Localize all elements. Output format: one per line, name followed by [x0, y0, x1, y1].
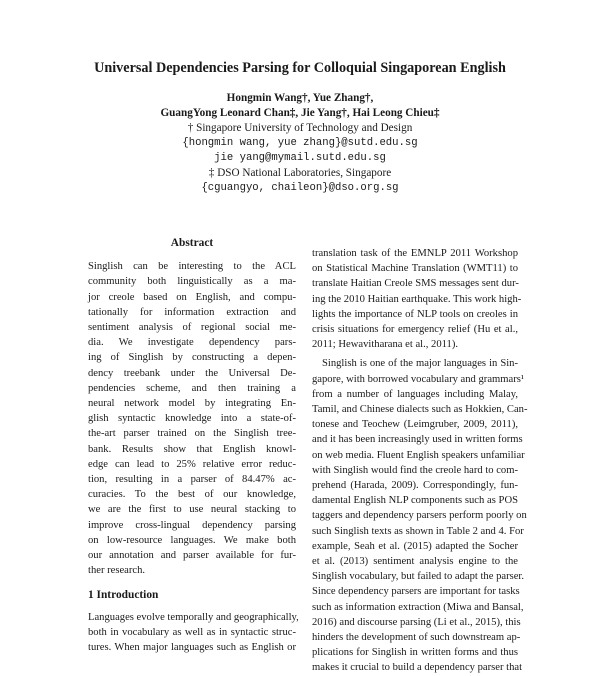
abstract-line: the-art parser trained on the Singlish tree-: [88, 428, 296, 440]
author-line-1: Hongmin Wang†, Yue Zhang†,: [226, 92, 374, 104]
body-line: prehend (Harada, 2009). Correspondingly, fun-: [312, 480, 518, 492]
introduction-heading: 1 Introduction: [88, 589, 159, 602]
abstract-line: sentiment analysis of regional social me-: [88, 322, 296, 334]
body-line: crisis situations for emergency relief (Hu et al.,: [312, 324, 518, 336]
abstract-line: Singlish can be interesting to the ACL: [88, 261, 296, 273]
affiliation-1: † Singapore University of Technology and Design: [187, 122, 413, 134]
body-line: and it has been increasingly used in written forms: [312, 434, 523, 446]
body-line: such as information extraction (Miwa and Bansal,: [312, 601, 524, 613]
abstract-line: ther research.: [88, 565, 146, 577]
body-line: Singlish is one of the major languages in Sin-: [322, 358, 518, 370]
body-line: plications for Singlish in written forms and thus: [312, 647, 518, 659]
abstract-line: dia. We investigate dependency pars-: [88, 337, 296, 349]
body-line: 2016) and discourse parsing (Li et al., 2015), this: [312, 616, 521, 628]
email-line-3: {cguangyo, chaileon}@dso.org.sg: [201, 182, 399, 194]
body-line: et al. (2013) sentiment analysis engine to the: [312, 556, 518, 568]
body-line: such Singlish texts as shown in Table 2 and 4. For: [312, 525, 524, 537]
body-line: Since dependency parsers are important for tasks: [312, 586, 520, 598]
abstract-line: neural network model by integrating En-: [88, 398, 296, 410]
body-line: translate Haitian Creole SMS messages sent dur-: [312, 278, 519, 290]
abstract-line: on low-resource languages. We make both: [88, 534, 296, 546]
body-line: on Statistical Machine Translation (WMT11) to: [312, 263, 518, 275]
author-block: [0, 91, 600, 196]
abstract-heading: Abstract: [170, 237, 214, 249]
body-line: Tamil, and Chinese dialects such as Hokkien, Can-: [312, 404, 528, 416]
abstract-line: jor creole based on English, and compu-: [88, 291, 296, 303]
abstract-line: glish syntactic knowledge into a state-of-: [88, 413, 296, 425]
left-column: [88, 236, 299, 655]
author-line-2: GuangYong Leonard Chan‡, Jie Yang†, Hai Leong Chieu‡: [160, 107, 440, 119]
abstract-line: community both linguistically as a ma-: [88, 276, 296, 288]
abstract-line: improve cross-lingual dependency parsing: [88, 519, 296, 531]
body-line: Singlish vocabulary, but failed to adapt the parser.: [312, 571, 525, 583]
intro-line: tures. When major languages such as English or: [88, 642, 296, 654]
body-line: from a number of languages including Malay,: [312, 388, 518, 400]
body-line: example, Seah et al. (2015) adapted the Socher: [312, 540, 518, 552]
body-line: taggers and dependency parsers perform poorly on: [312, 510, 527, 522]
abstract-line: tion, resulting in a parser of 84.47% ac-: [88, 474, 296, 486]
email-line-1: {hongmin wang, yue zhang}@sutd.edu.sg: [182, 137, 418, 149]
abstract-line: dency treebank under the Universal De-: [88, 367, 296, 379]
body-line: gapore, with borrowed vocabulary and grammars¹: [312, 373, 525, 385]
body-line: tonese and Teochew (Leimgruber, 2009, 2011),: [312, 419, 518, 431]
email-line-2: jie yang@mymail.sutd.edu.sg: [214, 152, 386, 164]
body-line: lights the importance of NLP tools on creoles in: [312, 308, 518, 320]
right-paragraph-1: [312, 246, 522, 352]
body-line: damental English NLP components such as POS: [312, 495, 518, 507]
body-line: on web media. Fluent English speakers unfamiliar: [312, 449, 525, 461]
body-line: ing the 2010 Haitian earthquake. This work high-: [312, 293, 522, 305]
abstract-body: [88, 259, 296, 578]
right-paragraph-2: [312, 356, 528, 675]
body-line: 2011; Hewavitharana et al., 2011).: [312, 339, 459, 351]
abstract-line: bank. Results show that English knowl-: [88, 443, 296, 455]
abstract-line: edge can lead to 25% relative error reduc-: [88, 458, 296, 470]
intro-line: both in vocabulary as well as in syntactic struc-: [88, 626, 296, 638]
body-line: makes it crucial to build a dependency parser that: [312, 662, 523, 674]
abstract-line: tationally for information extraction and: [88, 306, 296, 318]
abstract-line: curacies. To the best of our knowledge,: [88, 489, 296, 501]
abstract-line: our annotation and parser available for fur-: [88, 550, 296, 562]
body-line: translation task of the EMNLP 2011 Workshop: [312, 248, 518, 259]
right-column: [312, 246, 528, 676]
intro-line: Languages evolve temporally and geographically,: [88, 611, 299, 623]
paper-title: Universal Dependencies Parsing for Colloquial Singaporean English: [94, 60, 506, 76]
body-line: hinders the development of such downstream ap-: [312, 632, 521, 644]
affiliation-2: ‡ DSO National Laboratories, Singapore: [208, 167, 392, 179]
abstract-line: ing of Singlish by constructing a depen-: [88, 352, 296, 364]
abstract-line: we are the first to use neural stacking to: [88, 504, 296, 516]
body-line: with Singlish would find the creole hard to com-: [312, 464, 518, 476]
abstract-line: pendencies scheme, and then training a: [88, 382, 296, 394]
